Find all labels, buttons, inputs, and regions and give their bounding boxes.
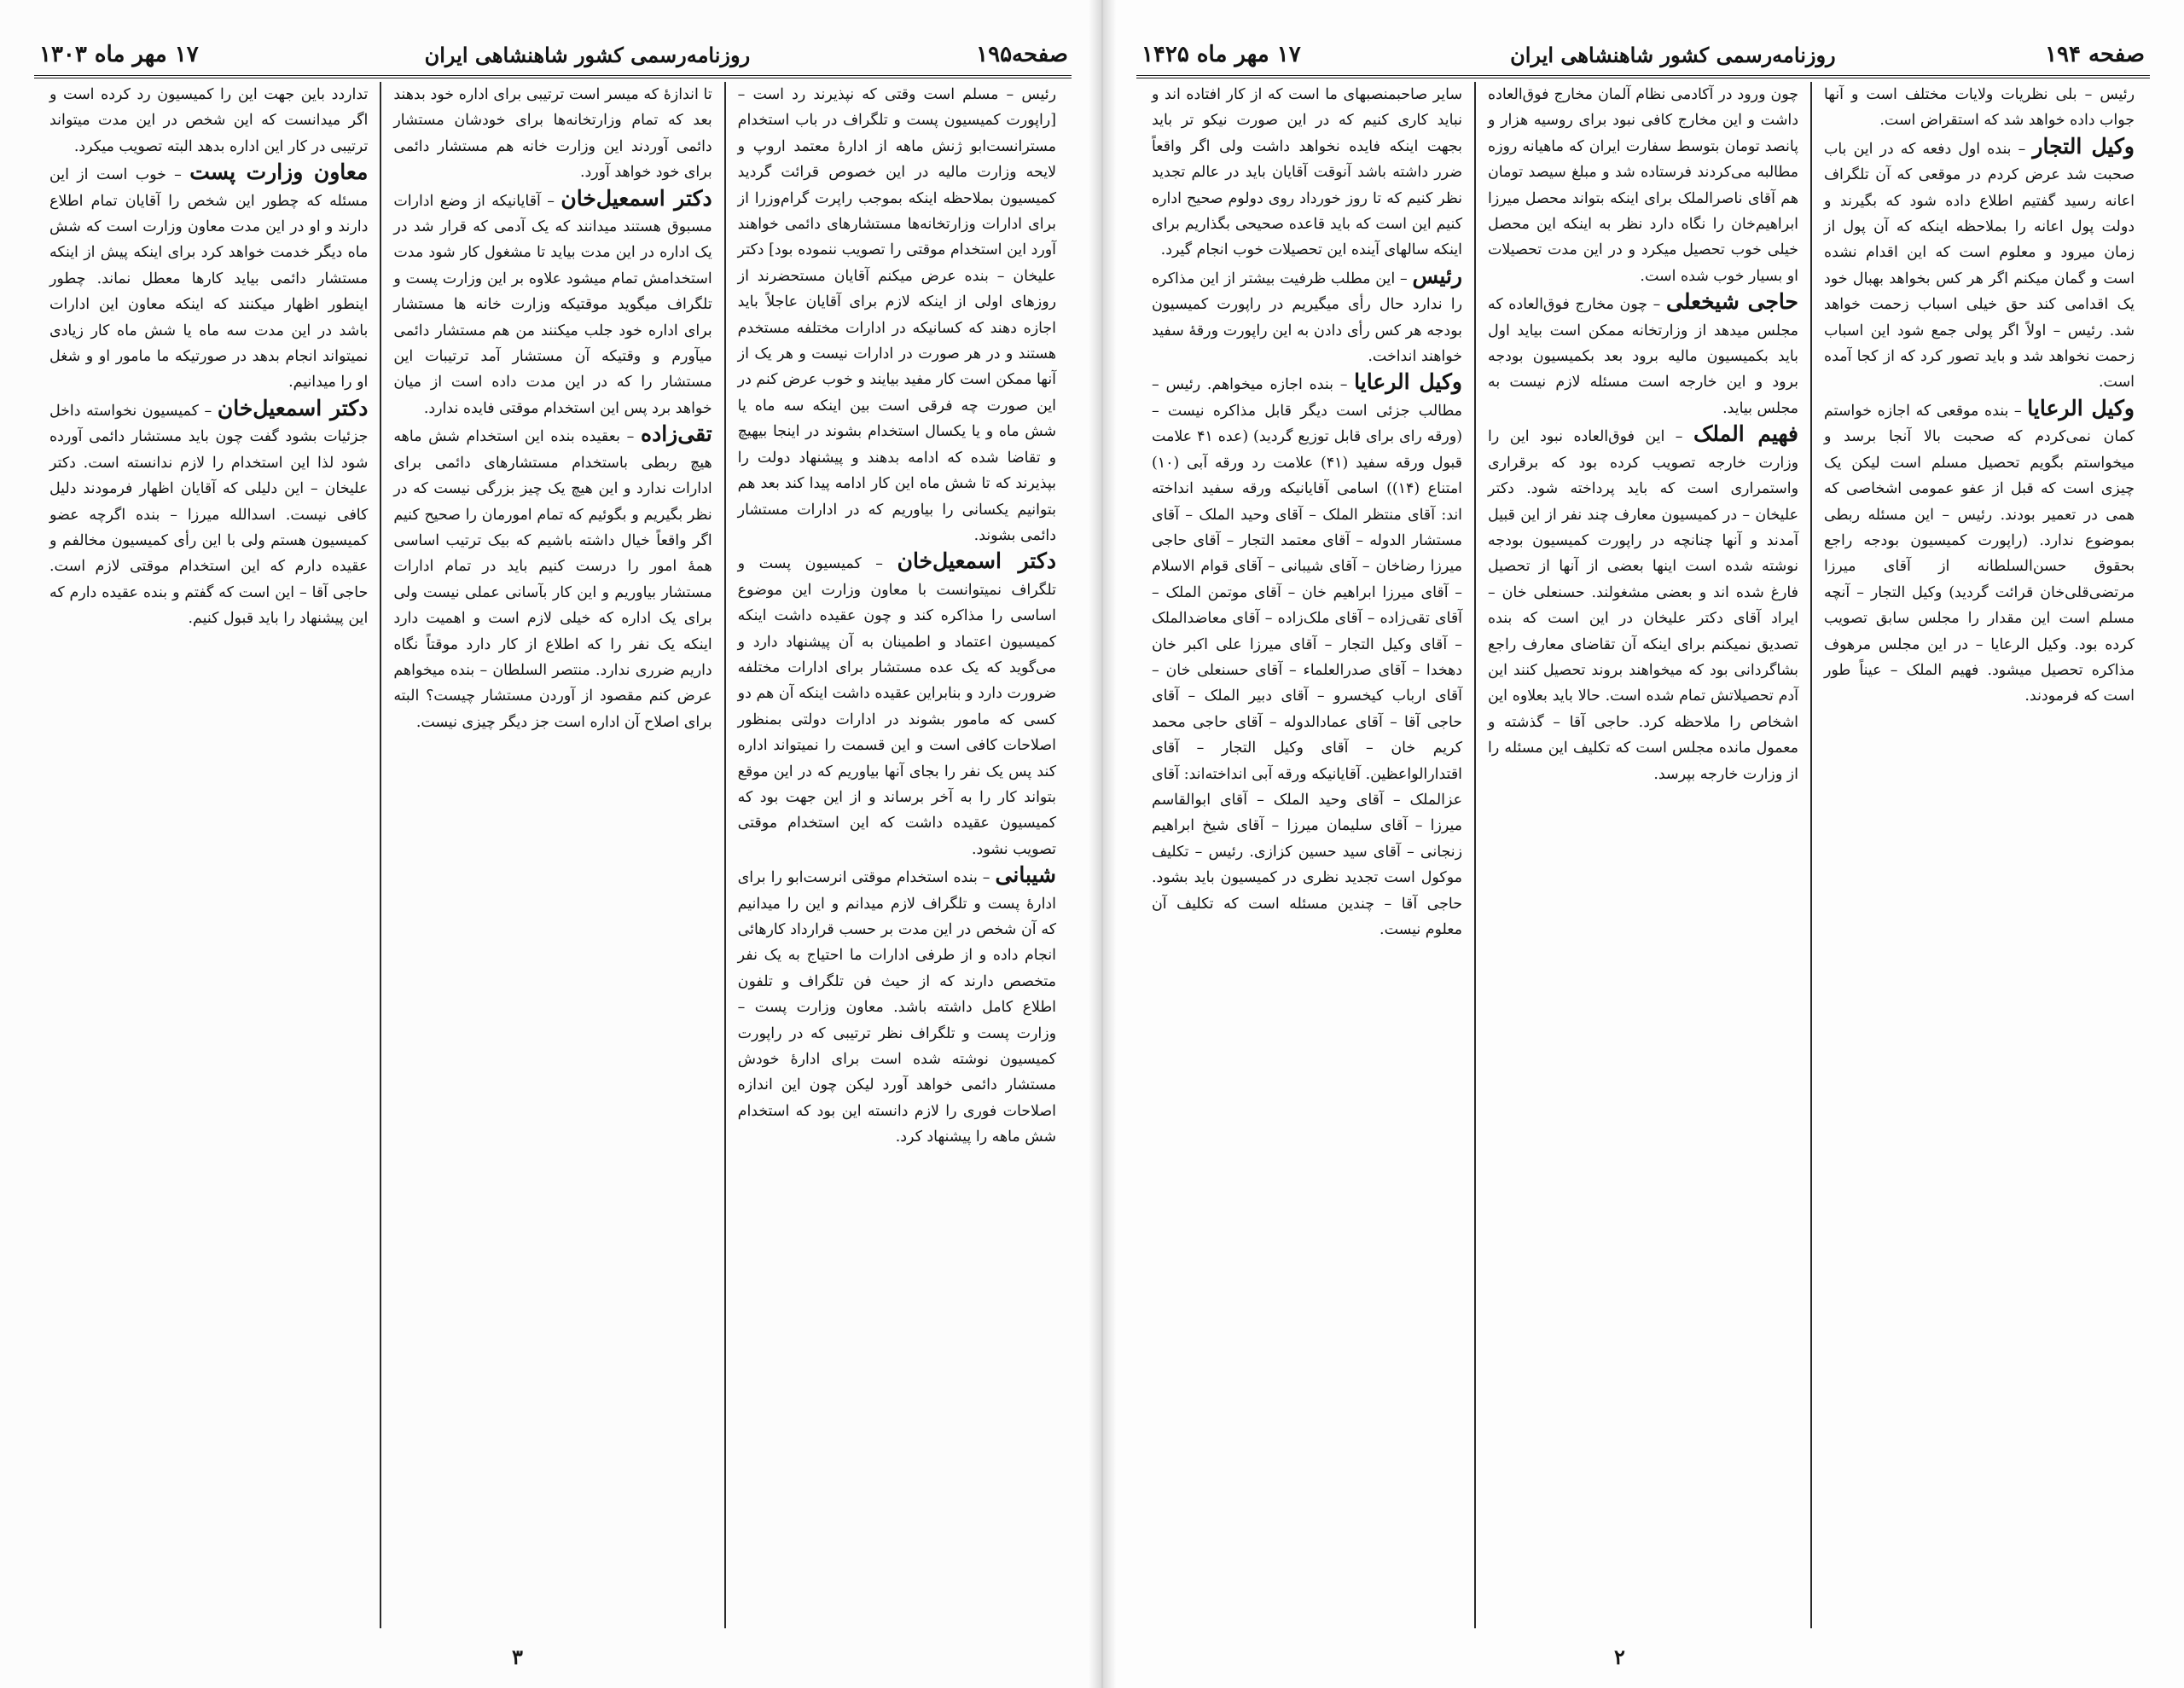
right-page-number: ۲: [1614, 1644, 1625, 1669]
article-text: – چون مخارج فوق‌العاده که مجلس میدهد از وزارتخانه ممکن است بیاید اول باید بکمیسیون مالیه برود بعد بکمیسیون بودجه برود و این خارجه است مسئله لازم نیست به مجلس بیاید.: [1488, 296, 1798, 417]
right-column-left: [1140, 82, 1474, 1628]
speaker-name: دکتر اسمعیل‌خان: [217, 395, 369, 421]
left-column-middle: [380, 82, 723, 1628]
left-page-header: [39, 36, 1068, 73]
left-page-number: ۳: [512, 1644, 523, 1669]
article-text: – آقایانیکه از وضع ادارات مسبوق هستند میدانند که یک آدمی که قرار شد در یک اداره در این مدت بیاید تا مشغول کار شود مدت استخدامش تمام میشود علاوه بر این وزارت پست و تلگراف میگوید موقتیکه وزارت خانه ها مستشار برای اداره خود جلب میکنند من هم مستشار دائمی میآورم و وقتیکه آن مستشار آمد ترتیبات این مستشار را که در این مدت داده است از میان خواهد برد پس این استخدام موقتی فایده ندارد.: [393, 192, 712, 417]
right-column-right: [1810, 82, 2146, 1628]
article-text: – بنده اول دفعه که در این باب صحبت شد عرض کردم در موقعی که آن تلگراف اعانه رسید گفتیم اطلاع داده شود که بگیرند و دولت پول اعانه را بملاحظه اینکه که آن پول از زمان میرود و معلوم است که این اقدام نشده است و گمان میکنم اگر هر کس بخواهد بهبال خود یک اقدامی کند حق خیلی اسباب زحمت خواهد شد. رئیس – اولاً اگر پولی جمع شود این اسباب زحمت نخواهد شد و باید تصور کرد که از کجا آمده است.: [1824, 140, 2135, 392]
speaker-name: تقی‌زاده: [640, 421, 712, 447]
left-header-rule: [34, 75, 1072, 81]
article-text: – خوب است از این مسئله که چطور این شخص را آقایان تمام اطلاع دارند و او در این مدت معاون وزارت است که شش ماه دیگر خدمت خواهد کرد برای اینکه پیش از اینکه مستشار دائمی بیاید کارها معطل نماند. چطور اینطور اظهار میکنند که اینکه معاون این ادارات باشد در این مدت سه ماه یا شش ماه کار زیادی نمیتواند انجام بدهد در صورتیکه ما مامور او و شغل او را میدانیم.: [49, 166, 369, 392]
right-page-header-date: ۱۷ مهر ماه ۱۴۲۵: [1141, 42, 1301, 67]
right-page-header-title: روزنامه‌رسمی کشور شاهنشاهی ایران: [1510, 42, 1836, 67]
right-column-middle: [1474, 82, 1810, 1628]
speaker-name: وکیل الرعایا: [1354, 369, 1462, 395]
article-text: سایر صاحبمنصبهای ما است که از کار افتاده اند و نباید کاری کنیم که در این صورت نیکو تر باید بجهت اینکه فایده نخواهد داشت ولی اگر واقعاً ضرر داشته باشد آنوقت آقایان باید در عالم تجدید نظر کنیم که تا روز خورداد روی دولوم صحیح اداره کنیم این است که باید قاعده صحیحی بگذاریم برای اینکه سالهای آینده این تحصیلات خوب انجام گیرد.: [1152, 86, 1462, 259]
left-page-header-page: صفحه۱۹۵: [976, 42, 1068, 67]
left-page-header-title: روزنامه‌رسمی کشور شاهنشاهی ایران: [424, 42, 751, 67]
article-text: تا اندازهٔ که میسر است ترتیبی برای اداره خود بدهند بعد که تمام وزارتخانه‌ها برای خودشان مستشار دائمی آوردند این وزارت خانه هم مستشار دائمی برای خود خواهد آورد.: [393, 86, 712, 182]
article-text: – بنده موقعی که اجازه خواستم کمان نمی‌کردم که صحبت بالا آنجا برسد و میخواستم بگویم تحصیل مسلم است لیکن یک چیزی است که قبل از عفو عمومی اشخاصی که همی در تعمیر بودند. رئیس – این مسئله ربطی بموضوع ندارد. (راپورت کمیسیون بودجه راجع بحقوق حسن‌السلطانه از آقای میرزا مرتضی‌قلی‌خان قرائت گردید) وکیل التجار – آنچه مسلم است این مقدار را مجلس سابق تصویب کرده بود. وکیل الرعایا – در این مجلس مرهوف مذاکره تحصیل میشود. فهیم الملک – عیناً طور است که فرمودند.: [1824, 402, 2135, 705]
article-text: – کمیسیون پست و تلگراف نمیتوانست با معاون وزارت این موضوع اساسی را مذاکره کند و چون عقیده داشت اینکه کمیسیون اعتماد و اطمینان به آن پیشنهاد دارد و می‌گوید که یک عده مستشار برای ادارات مختلفه ضرورت دارد و بنابراین عقیده داشت اینکه آن هم دو کسی که مامور بشوند در ادارات دولتی بمنظور اصلاحات کافی است و این قسمت را نمیتواند اداره کند پس یک نفر را بجای آنها بیاوریم که در این موقع بتواند کار را به آخر برساند و از این جهت بود که کمیسیون عقیده داشت که این استخدام موقتی تصویب نشود.: [737, 555, 1056, 858]
left-page-columns: [38, 82, 1068, 1628]
book-gutter: [1089, 0, 1116, 1688]
right-page-header-page: صفحه ۱۹۴: [2045, 42, 2145, 67]
speaker-name: معاون وزارت پست: [189, 160, 369, 185]
article-text: – این مطلب ظرفیت بیشتر از این مذاکره را ندارد حال رأی میگیریم در راپورت کمیسیون بودجه هر کس رأی دادن به این راپورت ورقهٔ سفید خواهند انداخت.: [1152, 270, 1462, 366]
article-text: – بنده استخدام موقتی انرست‌ابو را برای ادارهٔ پست و تلگراف لازم میدانم و این را میدانیم که آن شخص در این مدت بر حسب قرارداد کارهائی انجام داده و از طرفی ادارات ما احتیاج به یک نفر متخصص دارند که از حیث فن تلگراف و تلفون اطلاع کامل داشته باشد. معاون وزارت پست – وزارت پست و تلگراف نظر ترتیبی که در راپورت کمیسیون نوشته شده است برای ادارهٔ خودش مستشار دائمی خواهد آورد لیکن چون این اندازه اصلاحات فوری را لازم دانسته این بود که استخدام شش ماهه را پیشنهاد کرد.: [737, 869, 1056, 1146]
speaker-name: رئیس: [1412, 263, 1462, 288]
speaker-name: وکیل الرعایا: [2027, 395, 2135, 421]
speaker-name: شیبانی: [995, 862, 1056, 888]
left-column-left: [38, 82, 380, 1628]
speaker-name: دکتر اسمعیل‌خان: [897, 548, 1057, 574]
article-text: رئیس – بلی نظریات ولایات مختلف است و آنها جواب داده خواهد شد که استقراض است.: [1824, 86, 2135, 130]
speaker-name: حاجی شیخعلی: [1666, 289, 1798, 315]
article-text: – بنده اجازه میخواهم. رئیس – مطالب جزئی است دیگر قابل مذاکره نیست – (ورقه رای برای قابل توزیع گردید) (عده ۴۱ علامت قبول ورقه سفید (۴۱) علامت رد ورقه آبی (۱۰) امتناع (۱۴)) اسامی آقایانیکه ورقه سفید انداخته اند: آقای منتظر الملک – آقای وحید الملک – آقای مستشار الدوله – آقای معتمد التجار – آقای حاجی میرزا رضاخان – آقای شیبانی – آقای قوام الاسلام – آقای میرزا ابراهیم خان – آقای موتمن الملک – آقای تقی‌زاده – آقای ملک‌زاده – آقای معاضدالملک – آقای وکیل التجار – آقای میرزا علی اکبر خان دهخدا – آقای صدرالعلماء – آقای حسنعلی خان – آقای ارباب کیخسرو – آقای دبیر الملک – آقای حاجی آقا – آقای عمادالدوله – آقای حاجی محمد کریم خان – آقای وکیل التجار – آقای اقتدارالواعظین. آقایانیکه ورقه آبی انداخته‌اند: آقای عزالملک – آقای وحید الملک – آقای ابوالقاسم میرزا – آقای سلیمان میرزا – آقای شیخ ابراهیم زنجانی – آقای سید حسین کزازی. رئیس – تکلیف موکول است تجدید نظری در کمیسیون باید بشود. حاجی آقا – چندین مسئله است که تکلیف آن معلوم نیست.: [1152, 376, 1462, 938]
article-text: – کمیسیون نخواسته داخل جزئیات بشود گفت چون باید مستشار دائمی آورده شود لذا این استخدام را لازم ندانسته است. دکتر علیخان – این دلیلی که آقایان اظهار فرمودند دلیل کافی نیست. اسدالله میرزا – بنده اگرچه عضو کمیسیون هستم ولی با این رأی کمیسیون مخالفم و عقیده دارم که این استخدام موقتی لازم است. حاجی آقا – این است که گفتم و بنده عقیده دارم که این پیشنهاد را باید قبول کنیم.: [49, 402, 369, 628]
speaker-name: وکیل التجار: [2032, 133, 2135, 159]
article-text: رئیس – مسلم است وقتی که نپذیرند رد است – [راپورت کمیسیون پست و تلگراف در باب استخدام مسترانست‌ابو ژنش ماهه از ادارهٔ معتمد اروپ و لایحه وزارت مالیه در این خصوص قرائت گردید کمیسیون بملاحظه اینکه بموجب راپرت گرام‌وزرا از برای ادارات وزارتخانه‌ها مستشارهای دائمی خواهند آورد این استخدام موقتی را تصویب ننموده بود] دکتر علیخان – بنده عرض میکنم آقایان مستحضرند از روزهای اولی از اینکه لازم برای آقایان عاجلاً باید اجازه دهند که کسانیکه در ادارات مختلفه مستخدم هستند و در هر صورت در ادارات نیست و هر یک از آنها ممکن است کار مفید بیایند و خوب عرض کنم در این صورت چه فرقی است بین اینکه سه ماه یا شش ماه و یا یکسال استخدام بشوند در اینجا بیهیچ و تقاضا شده که ادامه بدهند و پیشنهاد دولت را بپذیرند که تا شش ماه این کار ادامه پیدا کند بعد هم بتوانیم یکسانی را بیاوریم که در ادارات مستشار دائمی بشوند.: [737, 86, 1056, 544]
article-text: – این فوق‌العاده نبود این را وزارت خارجه تصویب کرده بود که برقراری واستمراری است که باید پرداخته شود. دکتر علیخان – در کمیسیون معارف چند نفر از این قبیل آمدند و آنها چنانچه در راپورت کمیسیون بودجه نوشته شده است اینها بعضی از آنها از تحصیل فارغ شده اند و بعضی مشغولند. حسنعلی خان – ایراد آقای دکتر علیخان در این است که بنده تصدیق نمیکنم برای اینکه آن تقاضای معارف راجع بشاگردانی بود که میخواهند بروند تحصیل کنند این آدم تحصیلاتش تمام شده است. حالا باید بعلاوه این اشخاص را ملاحظه کرد. حاجی آقا – گذشته و معمول مانده مجلس است که تکلیف این مسئله را از وزارت خارجه بپرسد.: [1488, 428, 1798, 783]
article-text: تداردد باین جهت این را کمیسیون رد کرده است و اگر میدانست که این شخص در این مدت میتواند ترتیبی در کار این اداره بدهد البته تصویب میکرد.: [49, 86, 369, 155]
right-page-header: [1141, 36, 2145, 73]
article-text: – بعقیده بنده این استخدام شش ماهه هیچ ربطی باستخدام مستشارهای دائمی برای ادارات ندارد و این هیچ یک چیز بزرگی نیست که در نظر بگیریم و بگوئیم که تمام امورمان را صحیح کنیم اگر واقعاً خیال داشته باشیم که بیک ترتیب اساسی همهٔ امور را درست کنیم باید در تمام ادارات مستشار بیاوریم و این کار بآسانی عملی نیست ولی برای یک اداره که خیلی لازم است و اهمیت دارد اینکه یک نفر را که اطلاع از کار دارد موقتاً نگاه داریم ضرری ندارد. منتصر السلطان – بنده میخواهم عرض کنم مقصود از آوردن مستشار چیست؟ البته برای اصلاح آن اداره است جز دیگر چیزی نیست.: [393, 428, 712, 731]
right-page: [1102, 0, 2184, 1688]
speaker-name: دکتر اسمعیل‌خان: [561, 185, 712, 211]
right-page-columns: [1140, 82, 2146, 1628]
article-text: چون ورود در آکادمی نظام آلمان مخارج فوق‌العاده داشت و این مخارج کافی نبود برای روسیه هزار و پانصد تومان بتوسط سفارت ایران که ماهیانه روزه مطالبه می‌کردند فرستاده شد و مبلغ سیصد تومان هم آقای ناصرالملک برای اینکه بتواند محصل میرزا ابراهیم‌خان را نگاه دارد نظر به اینکه این محصل خیلی خوب تحصیل میکرد و در این مدت تحصیلات او بسیار خوب شده است.: [1488, 86, 1798, 285]
left-page-header-date: ۱۷ مهر ماه ۱۳۰۳: [39, 42, 199, 67]
right-header-rule: [1136, 75, 2150, 81]
speaker-name: فهیم الملک: [1693, 421, 1798, 447]
left-column-right: [724, 82, 1068, 1628]
